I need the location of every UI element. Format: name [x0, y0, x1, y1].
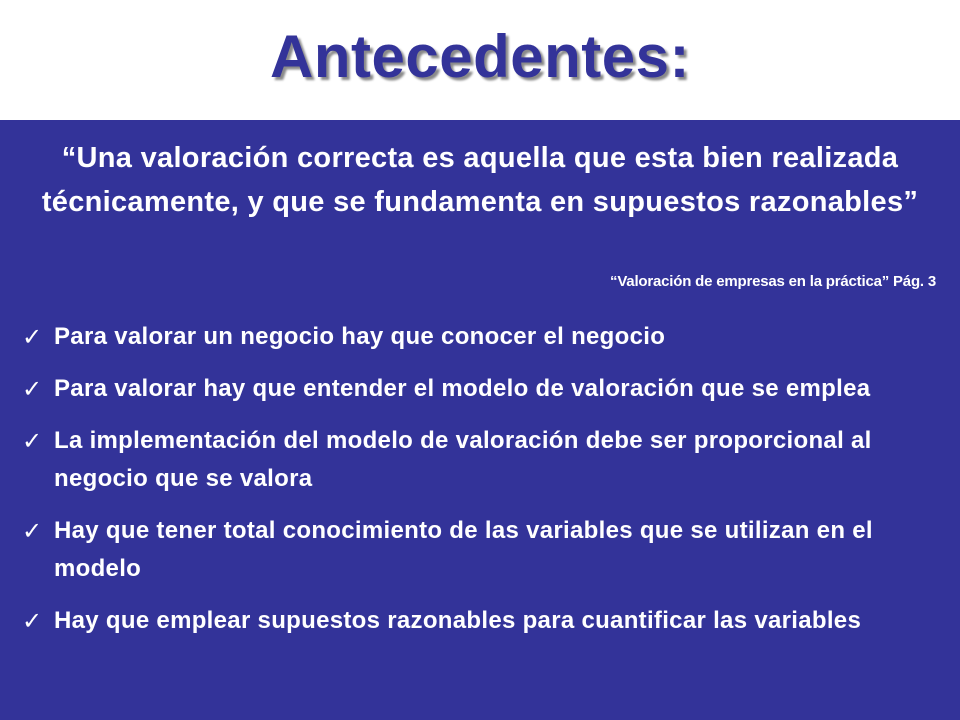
quote-citation: “Valoración de empresas en la práctica” Pág. 3	[610, 273, 936, 290]
slide-title: Antecedentes:	[270, 23, 690, 90]
check-icon: ✓	[22, 375, 43, 403]
bullet-text: Hay que tener total conocimiento de las variables que se utilizan en el modelo	[54, 517, 873, 582]
bullet-text: La implementación del modelo de valoración debe ser proporcional al negocio que se valora	[54, 427, 872, 492]
bullet-item	[22, 318, 922, 356]
check-icon: ✓	[22, 517, 43, 545]
check-icon: ✓	[22, 607, 43, 635]
bullet-list	[22, 318, 922, 654]
bullet-item	[22, 512, 922, 588]
bullet-text: Para valorar hay que entender el modelo de valoración que se emplea	[54, 375, 871, 402]
bullet-item	[22, 422, 922, 498]
bullet-text: Para valorar un negocio hay que conocer el negocio	[54, 323, 666, 350]
bullet-item	[22, 370, 922, 408]
bullet-text: Hay que emplear supuestos razonables para cuantificar las variables	[54, 607, 862, 634]
check-icon: ✓	[22, 427, 43, 455]
check-icon: ✓	[22, 323, 43, 351]
content-panel	[0, 120, 960, 720]
bullet-item	[22, 602, 922, 640]
quote-text: “Una valoración correcta es aquella que esta bien realizada técnicamente, y que se fundamenta en supuestos razonables”	[41, 142, 919, 218]
title-bar	[0, 0, 960, 120]
